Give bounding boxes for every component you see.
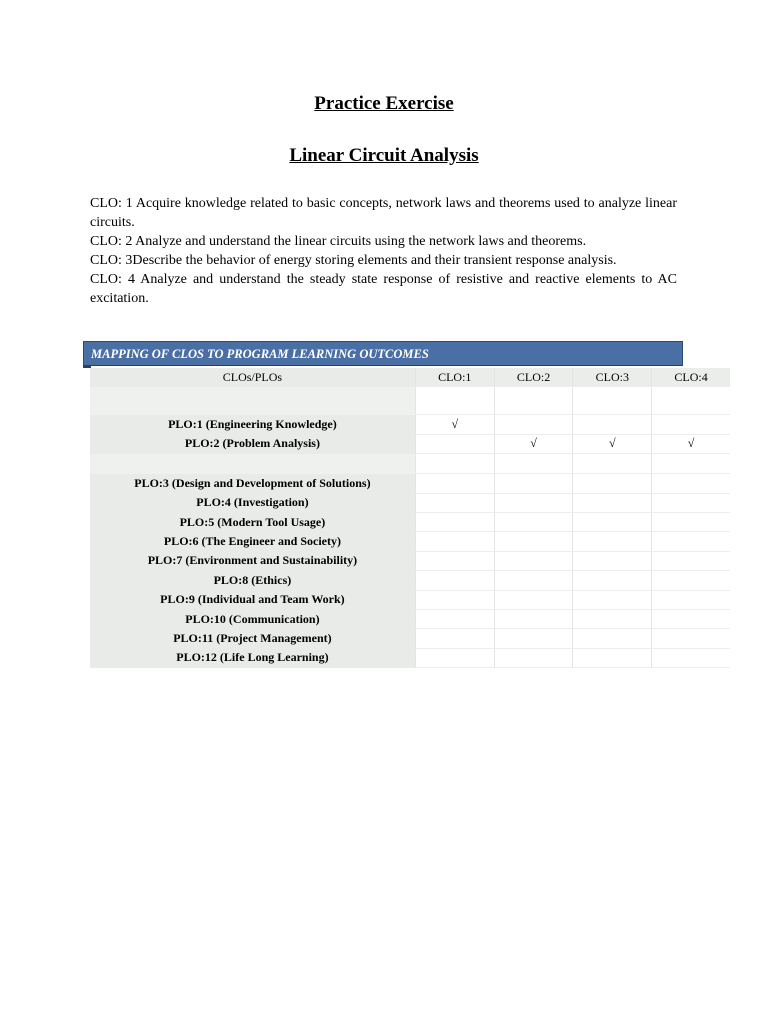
spacer-cell [573, 454, 652, 474]
spacer-cell [494, 454, 573, 474]
check-cell [652, 648, 730, 667]
check-cell [573, 474, 652, 493]
table-row [90, 551, 730, 570]
check-cell [573, 571, 652, 590]
table-header-row [90, 368, 730, 387]
clo-1-text: CLO: 1 Acquire knowledge related to basic concepts, network laws and theorems used to analyze linear circuits. [90, 196, 677, 230]
check-cell [573, 493, 652, 512]
check-cell [494, 609, 573, 628]
table-row [90, 629, 730, 648]
table-row [90, 571, 730, 590]
plo-label: PLO:6 (The Engineer and Society) [90, 532, 415, 551]
clo-2-text: CLO: 2 Analyze and understand the linear circuits using the network laws and theorems. [90, 234, 587, 249]
table-row [90, 434, 730, 453]
header-clo-3: CLO:3 [573, 368, 652, 387]
spacer-cell [415, 387, 494, 415]
table-row [90, 512, 730, 531]
plo-label: PLO:2 (Problem Analysis) [90, 434, 415, 453]
check-cell [652, 551, 730, 570]
table-row [90, 493, 730, 512]
clo-3-text: CLO: 3Describe the behavior of energy storing elements and their transient response analysis. [90, 253, 617, 268]
check-cell [415, 648, 494, 667]
check-cell [652, 609, 730, 628]
plo-label: PLO:4 (Investigation) [90, 493, 415, 512]
check-cell [652, 590, 730, 609]
check-cell: √ [573, 434, 652, 453]
check-cell [652, 571, 730, 590]
check-cell [415, 551, 494, 570]
plo-label: PLO:11 (Project Management) [90, 629, 415, 648]
check-cell [494, 493, 573, 512]
page-subtitle: Linear Circuit Analysis [289, 145, 479, 166]
clo-4-text: CLO: 4 Analyze and understand the steady state response of resistive and reactive elements to AC excitation. [90, 272, 677, 306]
check-cell [494, 571, 573, 590]
check-cell [415, 609, 494, 628]
check-cell [494, 415, 573, 434]
table-row [90, 590, 730, 609]
spacer-cell [652, 454, 730, 474]
plo-label: PLO:5 (Modern Tool Usage) [90, 512, 415, 531]
check-cell [415, 532, 494, 551]
spacer-cell [415, 454, 494, 474]
mapping-banner: MAPPING OF CLOS TO PROGRAM LEARNING OUTCOMES [83, 341, 683, 366]
table-row [90, 609, 730, 628]
header-clo-2: CLO:2 [494, 368, 573, 387]
plo-label: PLO:12 (Life Long Learning) [90, 648, 415, 667]
check-cell: √ [652, 434, 730, 453]
table-row [90, 648, 730, 667]
check-cell [494, 629, 573, 648]
check-cell [573, 415, 652, 434]
check-cell [652, 629, 730, 648]
table-row [90, 532, 730, 551]
spacer-cell [652, 387, 730, 415]
check-cell: √ [415, 415, 494, 434]
check-cell [415, 590, 494, 609]
check-cell [652, 512, 730, 531]
spacer-cell [90, 387, 415, 415]
check-cell [494, 532, 573, 551]
spacer-row [90, 387, 730, 415]
spacer-cell [90, 454, 415, 474]
check-cell [415, 474, 494, 493]
spacer-cell [494, 387, 573, 415]
check-cell [494, 551, 573, 570]
plo-label: PLO:3 (Design and Development of Solutions) [90, 474, 415, 493]
check-cell [494, 590, 573, 609]
check-cell [415, 629, 494, 648]
spacer-cell [573, 387, 652, 415]
check-cell: √ [494, 434, 573, 453]
clo-plo-mapping-table [90, 368, 730, 668]
check-cell [652, 493, 730, 512]
header-clo-1: CLO:1 [415, 368, 494, 387]
plo-label: PLO:1 (Engineering Knowledge) [90, 415, 415, 434]
table-row [90, 474, 730, 493]
check-cell [415, 512, 494, 531]
check-cell [573, 551, 652, 570]
header-clos-plos: CLOs/PLOs [90, 368, 415, 387]
clo-list [90, 194, 677, 308]
check-cell [573, 648, 652, 667]
check-cell [415, 571, 494, 590]
check-cell [494, 474, 573, 493]
check-cell [494, 512, 573, 531]
check-cell [573, 512, 652, 531]
check-cell [573, 609, 652, 628]
check-cell [415, 493, 494, 512]
spacer-row [90, 454, 730, 474]
plo-label: PLO:10 (Communication) [90, 609, 415, 628]
check-cell [573, 532, 652, 551]
check-cell [652, 532, 730, 551]
check-cell [573, 629, 652, 648]
check-cell [494, 648, 573, 667]
check-cell [573, 590, 652, 609]
check-cell [415, 434, 494, 453]
check-cell [652, 415, 730, 434]
plo-label: PLO:8 (Ethics) [90, 571, 415, 590]
table-row [90, 415, 730, 434]
plo-label: PLO:9 (Individual and Team Work) [90, 590, 415, 609]
page-title: Practice Exercise [314, 93, 454, 114]
header-clo-4: CLO:4 [652, 368, 730, 387]
plo-label: PLO:7 (Environment and Sustainability) [90, 551, 415, 570]
check-cell [652, 474, 730, 493]
